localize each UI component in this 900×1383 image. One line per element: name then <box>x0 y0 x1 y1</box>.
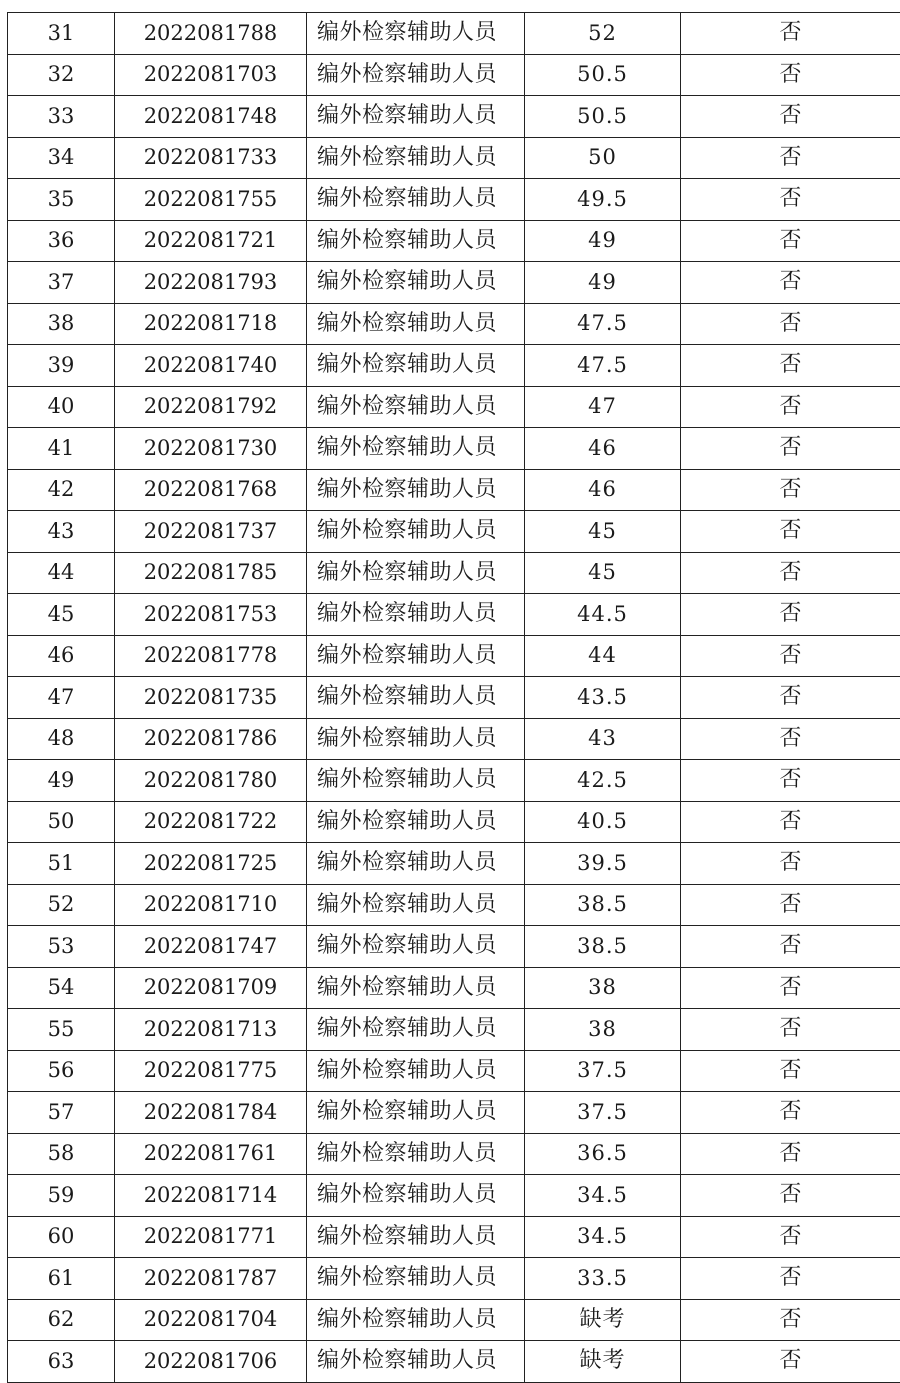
interview-flag-cell: 否 <box>681 469 900 511</box>
score-cell: 47.5 <box>525 303 681 345</box>
candidate-id-cell: 2022081721 <box>115 220 307 262</box>
interview-flag-cell: 否 <box>681 635 900 677</box>
interview-flag-cell: 否 <box>681 1133 900 1175</box>
table-row <box>8 1258 900 1300</box>
interview-flag-cell: 否 <box>681 1341 900 1383</box>
candidate-id-cell: 2022081718 <box>115 303 307 345</box>
candidate-id-cell: 2022081710 <box>115 884 307 926</box>
interview-flag-cell: 否 <box>681 220 900 262</box>
position-cell: 编外检察辅助人员 <box>307 884 525 926</box>
candidate-id-cell: 2022081761 <box>115 1133 307 1175</box>
seq-cell: 39 <box>8 345 115 387</box>
score-cell: 45 <box>525 511 681 553</box>
seq-cell: 44 <box>8 552 115 594</box>
position-cell: 编外检察辅助人员 <box>307 552 525 594</box>
position-cell: 编外检察辅助人员 <box>307 1299 525 1341</box>
candidate-id-cell: 2022081786 <box>115 718 307 760</box>
interview-flag-cell: 否 <box>681 718 900 760</box>
score-cell: 33.5 <box>525 1258 681 1300</box>
seq-cell: 42 <box>8 469 115 511</box>
score-cell: 50.5 <box>525 96 681 138</box>
table-row <box>8 967 900 1009</box>
interview-flag-cell: 否 <box>681 967 900 1009</box>
seq-cell: 53 <box>8 926 115 968</box>
position-cell: 编外检察辅助人员 <box>307 1092 525 1134</box>
seq-cell: 55 <box>8 1009 115 1051</box>
position-cell: 编外检察辅助人员 <box>307 1009 525 1051</box>
score-cell: 36.5 <box>525 1133 681 1175</box>
score-cell: 43.5 <box>525 677 681 719</box>
interview-flag-cell: 否 <box>681 1299 900 1341</box>
candidate-id-cell: 2022081755 <box>115 179 307 221</box>
table-row <box>8 137 900 179</box>
table-row <box>8 1341 900 1383</box>
interview-flag-cell: 否 <box>681 801 900 843</box>
interview-flag-cell: 否 <box>681 303 900 345</box>
seq-cell: 52 <box>8 884 115 926</box>
seq-cell: 37 <box>8 262 115 304</box>
score-cell: 49.5 <box>525 179 681 221</box>
candidate-id-cell: 2022081775 <box>115 1050 307 1092</box>
table-row <box>8 220 900 262</box>
interview-flag-cell: 否 <box>681 926 900 968</box>
table-row <box>8 1092 900 1134</box>
position-cell: 编外检察辅助人员 <box>307 1175 525 1217</box>
score-cell: 43 <box>525 718 681 760</box>
seq-cell: 60 <box>8 1216 115 1258</box>
position-cell: 编外检察辅助人员 <box>307 54 525 96</box>
seq-cell: 46 <box>8 635 115 677</box>
seq-cell: 38 <box>8 303 115 345</box>
candidate-id-cell: 2022081737 <box>115 511 307 553</box>
seq-cell: 48 <box>8 718 115 760</box>
interview-flag-cell: 否 <box>681 1050 900 1092</box>
seq-cell: 40 <box>8 386 115 428</box>
table-row <box>8 1299 900 1341</box>
interview-flag-cell: 否 <box>681 511 900 553</box>
interview-flag-cell: 否 <box>681 345 900 387</box>
candidate-id-cell: 2022081785 <box>115 552 307 594</box>
score-cell: 34.5 <box>525 1175 681 1217</box>
interview-flag-cell: 否 <box>681 594 900 636</box>
candidate-id-cell: 2022081753 <box>115 594 307 636</box>
candidate-id-cell: 2022081722 <box>115 801 307 843</box>
seq-cell: 63 <box>8 1341 115 1383</box>
position-cell: 编外检察辅助人员 <box>307 428 525 470</box>
score-cell: 37.5 <box>525 1050 681 1092</box>
candidate-id-cell: 2022081793 <box>115 262 307 304</box>
table-row <box>8 303 900 345</box>
table-row <box>8 262 900 304</box>
table-row <box>8 386 900 428</box>
candidate-id-cell: 2022081780 <box>115 760 307 802</box>
interview-flag-cell: 否 <box>681 428 900 470</box>
seq-cell: 57 <box>8 1092 115 1134</box>
candidate-id-cell: 2022081747 <box>115 926 307 968</box>
position-cell: 编外检察辅助人员 <box>307 96 525 138</box>
table-row <box>8 179 900 221</box>
interview-flag-cell: 否 <box>681 552 900 594</box>
results-table-body <box>8 13 900 1383</box>
position-cell: 编外检察辅助人员 <box>307 926 525 968</box>
candidate-id-cell: 2022081788 <box>115 13 307 55</box>
seq-cell: 36 <box>8 220 115 262</box>
position-cell: 编外检察辅助人员 <box>307 1133 525 1175</box>
table-row <box>8 926 900 968</box>
table-row <box>8 884 900 926</box>
seq-cell: 61 <box>8 1258 115 1300</box>
score-cell: 52 <box>525 13 681 55</box>
score-cell: 37.5 <box>525 1092 681 1134</box>
table-row <box>8 718 900 760</box>
candidate-id-cell: 2022081784 <box>115 1092 307 1134</box>
score-cell: 47.5 <box>525 345 681 387</box>
position-cell: 编外检察辅助人员 <box>307 718 525 760</box>
results-table <box>7 12 900 1383</box>
table-row <box>8 760 900 802</box>
interview-flag-cell: 否 <box>681 677 900 719</box>
position-cell: 编外检察辅助人员 <box>307 594 525 636</box>
candidate-id-cell: 2022081771 <box>115 1216 307 1258</box>
position-cell: 编外检察辅助人员 <box>307 760 525 802</box>
seq-cell: 43 <box>8 511 115 553</box>
seq-cell: 45 <box>8 594 115 636</box>
interview-flag-cell: 否 <box>681 1009 900 1051</box>
candidate-id-cell: 2022081735 <box>115 677 307 719</box>
score-cell: 49 <box>525 220 681 262</box>
candidate-id-cell: 2022081733 <box>115 137 307 179</box>
table-row <box>8 13 900 55</box>
interview-flag-cell: 否 <box>681 262 900 304</box>
seq-cell: 59 <box>8 1175 115 1217</box>
seq-cell: 31 <box>8 13 115 55</box>
position-cell: 编外检察辅助人员 <box>307 511 525 553</box>
position-cell: 编外检察辅助人员 <box>307 1050 525 1092</box>
table-row <box>8 469 900 511</box>
score-cell: 44 <box>525 635 681 677</box>
score-cell: 50.5 <box>525 54 681 96</box>
score-cell: 42.5 <box>525 760 681 802</box>
position-cell: 编外检察辅助人员 <box>307 137 525 179</box>
table-row <box>8 345 900 387</box>
position-cell: 编外检察辅助人员 <box>307 469 525 511</box>
score-cell: 38 <box>525 1009 681 1051</box>
candidate-id-cell: 2022081730 <box>115 428 307 470</box>
table-row <box>8 428 900 470</box>
table-row <box>8 843 900 885</box>
score-cell: 缺考 <box>525 1341 681 1383</box>
candidate-id-cell: 2022081704 <box>115 1299 307 1341</box>
score-cell: 38 <box>525 967 681 1009</box>
table-row <box>8 96 900 138</box>
interview-flag-cell: 否 <box>681 843 900 885</box>
candidate-id-cell: 2022081706 <box>115 1341 307 1383</box>
score-cell: 40.5 <box>525 801 681 843</box>
seq-cell: 32 <box>8 54 115 96</box>
interview-flag-cell: 否 <box>681 760 900 802</box>
score-cell: 38.5 <box>525 926 681 968</box>
results-sheet <box>7 12 889 1350</box>
score-cell: 47 <box>525 386 681 428</box>
table-row <box>8 54 900 96</box>
score-cell: 34.5 <box>525 1216 681 1258</box>
score-cell: 49 <box>525 262 681 304</box>
position-cell: 编外检察辅助人员 <box>307 801 525 843</box>
seq-cell: 33 <box>8 96 115 138</box>
position-cell: 编外检察辅助人员 <box>307 677 525 719</box>
candidate-id-cell: 2022081778 <box>115 635 307 677</box>
table-row <box>8 801 900 843</box>
score-cell: 39.5 <box>525 843 681 885</box>
candidate-id-cell: 2022081713 <box>115 1009 307 1051</box>
seq-cell: 56 <box>8 1050 115 1092</box>
interview-flag-cell: 否 <box>681 1258 900 1300</box>
seq-cell: 51 <box>8 843 115 885</box>
interview-flag-cell: 否 <box>681 179 900 221</box>
position-cell: 编外检察辅助人员 <box>307 345 525 387</box>
seq-cell: 35 <box>8 179 115 221</box>
candidate-id-cell: 2022081725 <box>115 843 307 885</box>
score-cell: 缺考 <box>525 1299 681 1341</box>
seq-cell: 47 <box>8 677 115 719</box>
table-row <box>8 594 900 636</box>
candidate-id-cell: 2022081768 <box>115 469 307 511</box>
interview-flag-cell: 否 <box>681 96 900 138</box>
score-cell: 38.5 <box>525 884 681 926</box>
score-cell: 45 <box>525 552 681 594</box>
candidate-id-cell: 2022081740 <box>115 345 307 387</box>
table-row <box>8 677 900 719</box>
table-row <box>8 1050 900 1092</box>
seq-cell: 49 <box>8 760 115 802</box>
candidate-id-cell: 2022081787 <box>115 1258 307 1300</box>
interview-flag-cell: 否 <box>681 54 900 96</box>
score-cell: 46 <box>525 428 681 470</box>
score-cell: 44.5 <box>525 594 681 636</box>
candidate-id-cell: 2022081792 <box>115 386 307 428</box>
table-row <box>8 1009 900 1051</box>
table-row <box>8 1175 900 1217</box>
position-cell: 编外检察辅助人员 <box>307 843 525 885</box>
position-cell: 编外检察辅助人员 <box>307 303 525 345</box>
seq-cell: 54 <box>8 967 115 1009</box>
interview-flag-cell: 否 <box>681 884 900 926</box>
interview-flag-cell: 否 <box>681 1092 900 1134</box>
interview-flag-cell: 否 <box>681 13 900 55</box>
candidate-id-cell: 2022081714 <box>115 1175 307 1217</box>
interview-flag-cell: 否 <box>681 137 900 179</box>
seq-cell: 41 <box>8 428 115 470</box>
table-row <box>8 511 900 553</box>
position-cell: 编外检察辅助人员 <box>307 179 525 221</box>
interview-flag-cell: 否 <box>681 1216 900 1258</box>
position-cell: 编外检察辅助人员 <box>307 386 525 428</box>
position-cell: 编外检察辅助人员 <box>307 1258 525 1300</box>
seq-cell: 58 <box>8 1133 115 1175</box>
seq-cell: 50 <box>8 801 115 843</box>
interview-flag-cell: 否 <box>681 386 900 428</box>
table-row <box>8 1216 900 1258</box>
position-cell: 编外检察辅助人员 <box>307 262 525 304</box>
table-row <box>8 1133 900 1175</box>
table-row <box>8 552 900 594</box>
candidate-id-cell: 2022081748 <box>115 96 307 138</box>
interview-flag-cell: 否 <box>681 1175 900 1217</box>
position-cell: 编外检察辅助人员 <box>307 1341 525 1383</box>
seq-cell: 34 <box>8 137 115 179</box>
score-cell: 46 <box>525 469 681 511</box>
position-cell: 编外检察辅助人员 <box>307 1216 525 1258</box>
candidate-id-cell: 2022081709 <box>115 967 307 1009</box>
position-cell: 编外检察辅助人员 <box>307 967 525 1009</box>
position-cell: 编外检察辅助人员 <box>307 13 525 55</box>
seq-cell: 62 <box>8 1299 115 1341</box>
position-cell: 编外检察辅助人员 <box>307 635 525 677</box>
candidate-id-cell: 2022081703 <box>115 54 307 96</box>
position-cell: 编外检察辅助人员 <box>307 220 525 262</box>
table-row <box>8 635 900 677</box>
score-cell: 50 <box>525 137 681 179</box>
